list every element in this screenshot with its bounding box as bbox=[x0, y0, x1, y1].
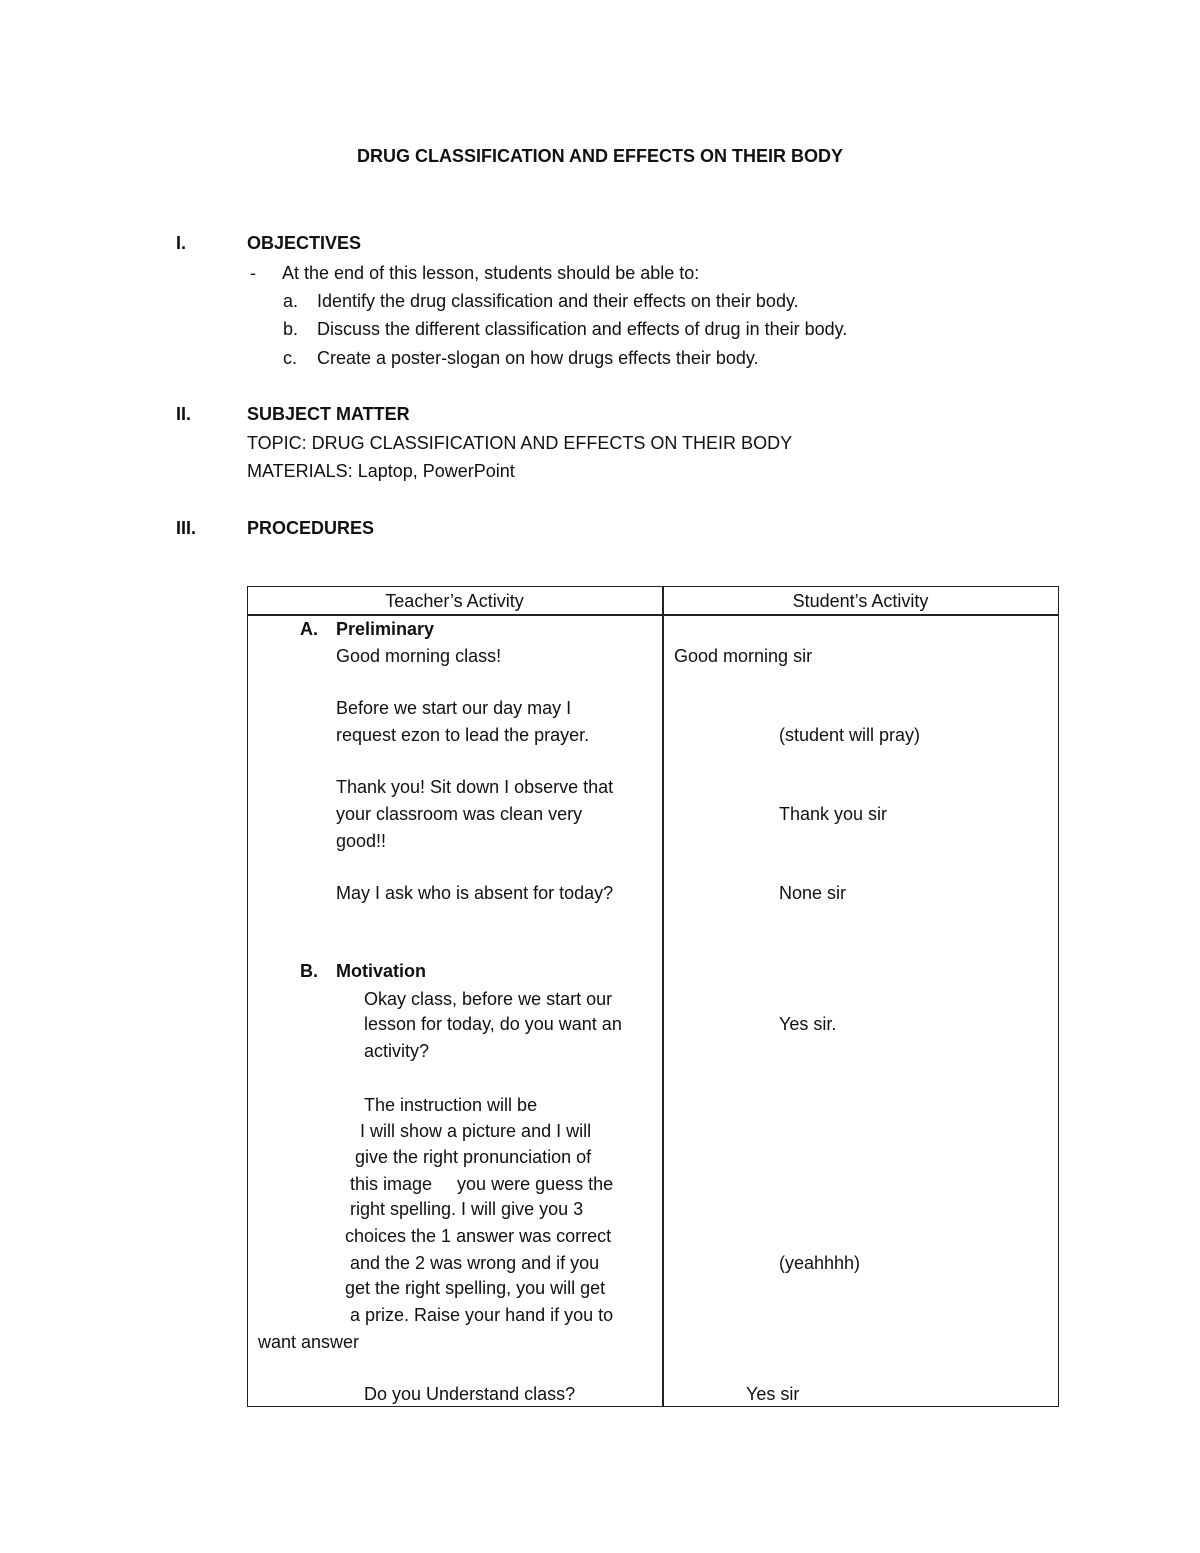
header-teacher-activity: Teacher’s Activity bbox=[385, 591, 524, 611]
teacher-line: Okay class, before we start our bbox=[364, 989, 613, 1009]
section-heading-procedures: PROCEDURES bbox=[247, 518, 375, 538]
teacher-line: your classroom was clean very bbox=[336, 804, 583, 824]
teacher-line: this image you were guess the bbox=[350, 1174, 614, 1194]
student-line: Yes sir. bbox=[779, 1014, 837, 1034]
page-title: DRUG CLASSIFICATION AND EFFECTS ON THEIR BODY bbox=[357, 146, 843, 166]
topic-line: TOPIC: DRUG CLASSIFICATION AND EFFECTS ON THEIR BODY bbox=[247, 433, 793, 453]
teacher-line: lesson for today, do you want an bbox=[364, 1014, 622, 1034]
teacher-line: choices the 1 answer was correct bbox=[345, 1226, 612, 1246]
objective-text: Discuss the different classification and effects of drug in their body. bbox=[317, 319, 848, 339]
section-number-subject-matter: II. bbox=[176, 404, 192, 424]
objective-letter: b. bbox=[283, 319, 299, 339]
teacher-line: Before we start our day may I bbox=[336, 698, 572, 718]
teacher-line: get the right spelling, you will get bbox=[345, 1278, 606, 1298]
teacher-line: a prize. Raise your hand if you to bbox=[350, 1305, 614, 1325]
teacher-line: right spelling. I will give you 3 bbox=[350, 1199, 584, 1219]
table-header-divider bbox=[247, 614, 1059, 616]
motivation-heading: Motivation bbox=[336, 961, 426, 981]
student-line: None sir bbox=[779, 883, 847, 903]
teacher-line: The instruction will be bbox=[364, 1095, 538, 1115]
objective-letter: a. bbox=[283, 291, 299, 311]
student-line: Thank you sir bbox=[779, 804, 888, 824]
teacher-line: and the 2 was wrong and if you bbox=[350, 1253, 600, 1273]
teacher-line: good!! bbox=[336, 831, 387, 851]
teacher-line: Do you Understand class? bbox=[364, 1384, 576, 1404]
student-line: Yes sir bbox=[746, 1384, 800, 1404]
student-line: (student will pray) bbox=[779, 725, 921, 745]
objective-text: Create a poster-slogan on how drugs effects their body. bbox=[317, 348, 759, 368]
preliminary-heading: Preliminary bbox=[336, 619, 435, 639]
section-number-objectives: I. bbox=[176, 233, 187, 253]
teacher-line: Good morning class! bbox=[336, 646, 502, 666]
materials-line: MATERIALS: Laptop, PowerPoint bbox=[247, 461, 515, 481]
student-line: Good morning sir bbox=[674, 646, 813, 666]
teacher-line: request ezon to lead the prayer. bbox=[336, 725, 590, 745]
table-column-divider bbox=[662, 586, 664, 1407]
student-line: (yeahhhh) bbox=[779, 1253, 861, 1273]
objective-text: Identify the drug classification and their effects on their body. bbox=[317, 291, 799, 311]
section-number-procedures: III. bbox=[176, 518, 197, 538]
motivation-letter: B. bbox=[300, 961, 318, 981]
objectives-intro: At the end of this lesson, students should be able to: bbox=[282, 263, 700, 283]
objectives-dash: - bbox=[250, 263, 256, 283]
objective-letter: c. bbox=[283, 348, 298, 368]
teacher-line: activity? bbox=[364, 1041, 430, 1061]
teacher-line: Thank you! Sit down I observe that bbox=[336, 777, 614, 797]
teacher-line: I will show a picture and I will bbox=[360, 1121, 592, 1141]
section-heading-objectives: OBJECTIVES bbox=[247, 233, 362, 253]
teacher-line: give the right pronunciation of bbox=[355, 1147, 592, 1167]
teacher-line: May I ask who is absent for today? bbox=[336, 883, 614, 903]
header-student-activity: Student’s Activity bbox=[792, 591, 929, 611]
preliminary-letter: A. bbox=[300, 619, 318, 639]
section-heading-subject-matter: SUBJECT MATTER bbox=[247, 404, 410, 424]
teacher-line: want answer bbox=[258, 1332, 360, 1352]
